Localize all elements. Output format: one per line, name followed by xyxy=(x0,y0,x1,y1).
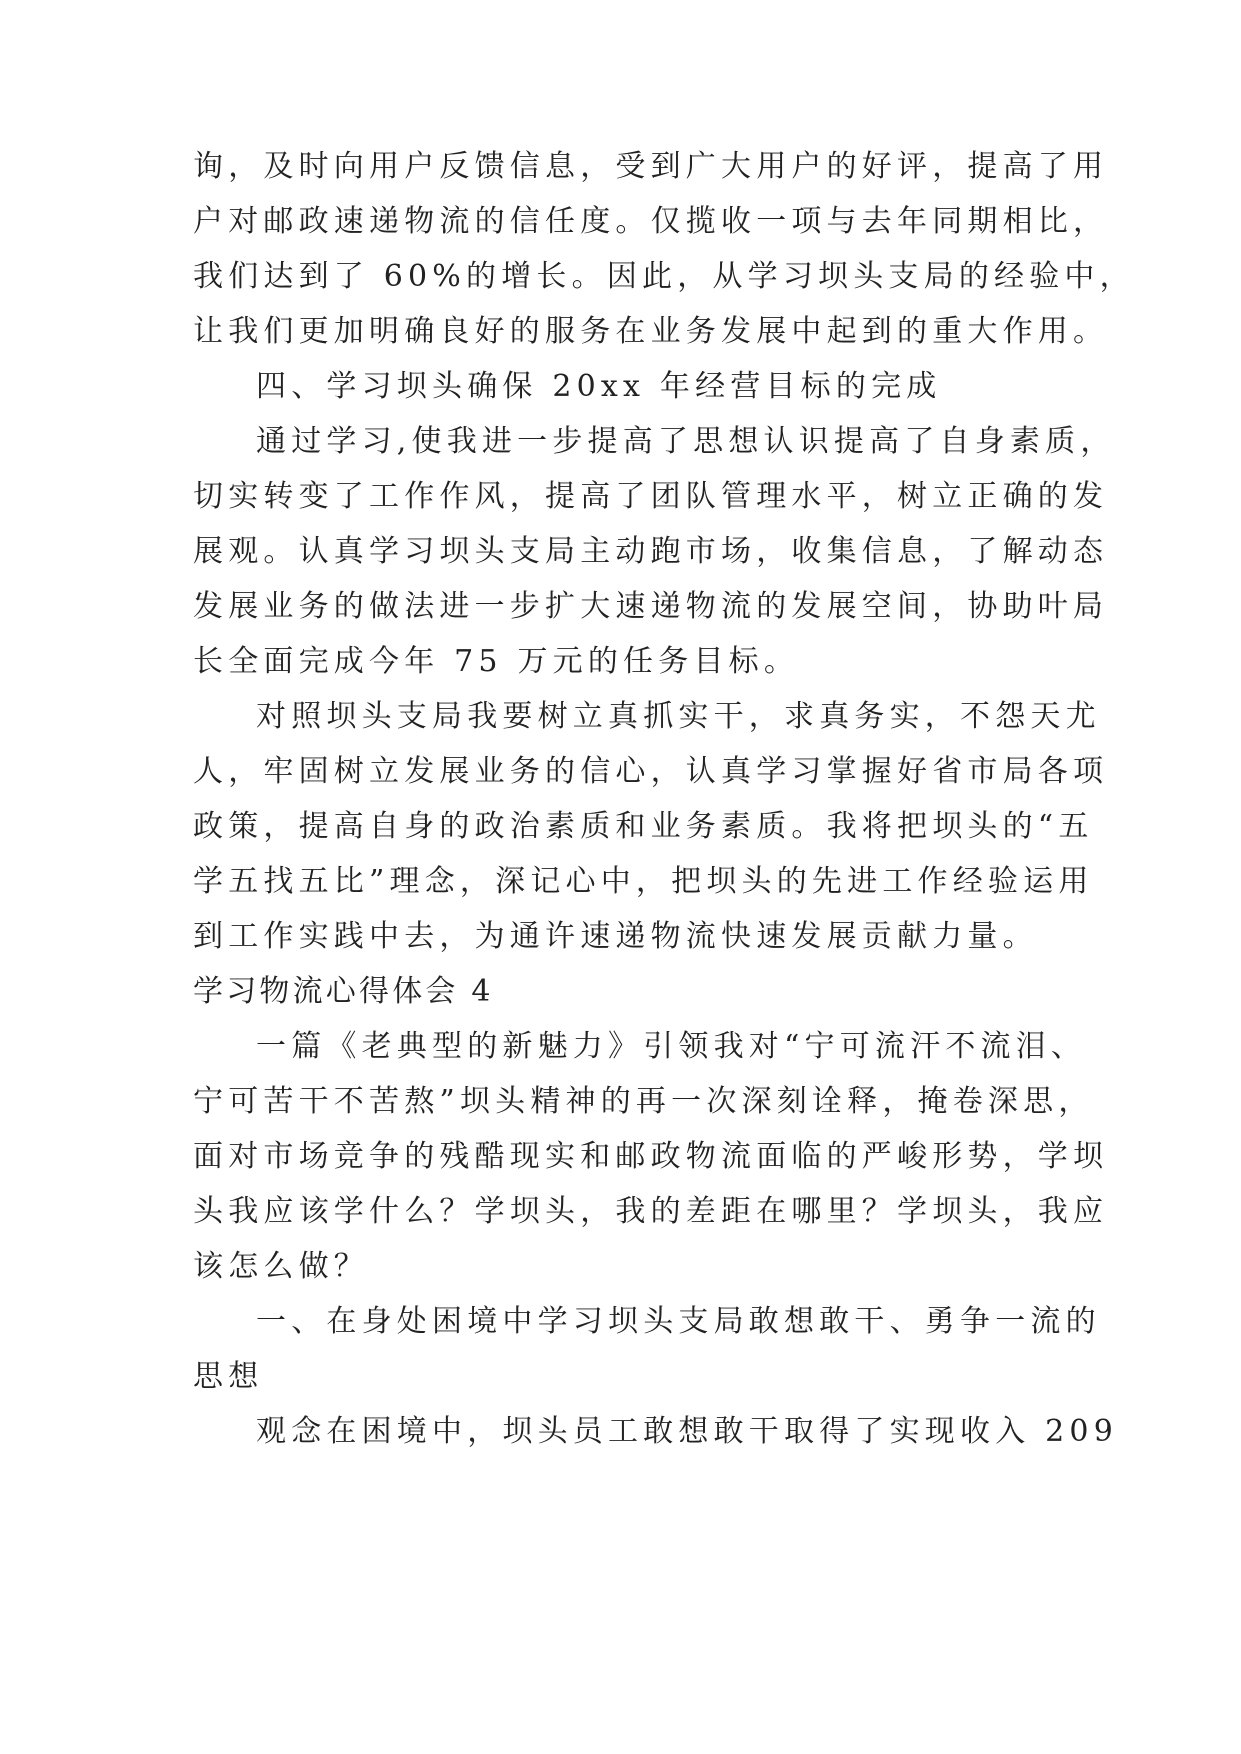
text-line: 政策，提高自身的政治素质和业务素质。我将把坝头的“五 xyxy=(193,809,1094,844)
text-line: 切实转变了工作作风，提高了团队管理水平，树立正确的发 xyxy=(193,479,1109,514)
text-line: 观念在困境中，坝头员工敢想敢干取得了实现收入 209 xyxy=(256,1414,1118,1449)
text-line: 一篇《老典型的新魅力》引领我对“宁可流汗不流泪、 xyxy=(256,1029,1087,1064)
text-line: 到工作实践中去，为通许速递物流快速发展贡献力量。 xyxy=(193,919,1038,954)
text-line: 通过学习,使我进一步提高了思想认识提高了自身素质， xyxy=(256,424,1116,459)
text-line: 对照坝头支局我要树立真抓实干，求真务实，不怨天尤 xyxy=(256,699,1101,734)
text-line: 宁可苦干不苦熬”坝头精神的再一次深刻诠释，掩卷深思， xyxy=(193,1084,1094,1119)
text-line: 询，及时向用户反馈信息，受到广大用户的好评，提高了用 xyxy=(193,149,1109,184)
text-line: 发展业务的做法进一步扩大速递物流的发展空间，协助叶局 xyxy=(193,589,1109,624)
text-line: 户对邮政速递物流的信任度。仅揽收一项与去年同期相比， xyxy=(193,204,1109,239)
text-line: 我们达到了 60%的增长。因此，从学习坝头支局的经验中， xyxy=(193,259,1135,294)
article-title: 学习物流心得体会 4 xyxy=(193,974,494,1009)
text-line: 让我们更加明确良好的服务在业务发展中起到的重大作用。 xyxy=(193,314,1109,349)
text-line: 面对市场竞争的残酷现实和邮政物流面临的严峻形势，学坝 xyxy=(193,1139,1109,1174)
text-line: 头我应该学什么？学坝头，我的差距在哪里？学坝头，我应 xyxy=(193,1194,1109,1229)
text-line: 长全面完成今年 75 万元的任务目标。 xyxy=(193,644,800,679)
section-heading: 四、学习坝头确保 20xx 年经营目标的完成 xyxy=(256,369,942,404)
text-line: 学五找五比”理念，深记心中，把坝头的先进工作经验运用 xyxy=(193,864,1094,899)
text-line: 人，牢固树立发展业务的信心，认真学习掌握好省市局各项 xyxy=(193,754,1109,789)
text-line: 展观。认真学习坝头支局主动跑市场，收集信息，了解动态 xyxy=(193,534,1109,569)
section-heading: 一、在身处困境中学习坝头支局敢想敢干、勇争一流的 xyxy=(256,1304,1101,1339)
text-line: 该怎么做？ xyxy=(193,1249,369,1284)
text-line: 思想 xyxy=(193,1359,264,1394)
